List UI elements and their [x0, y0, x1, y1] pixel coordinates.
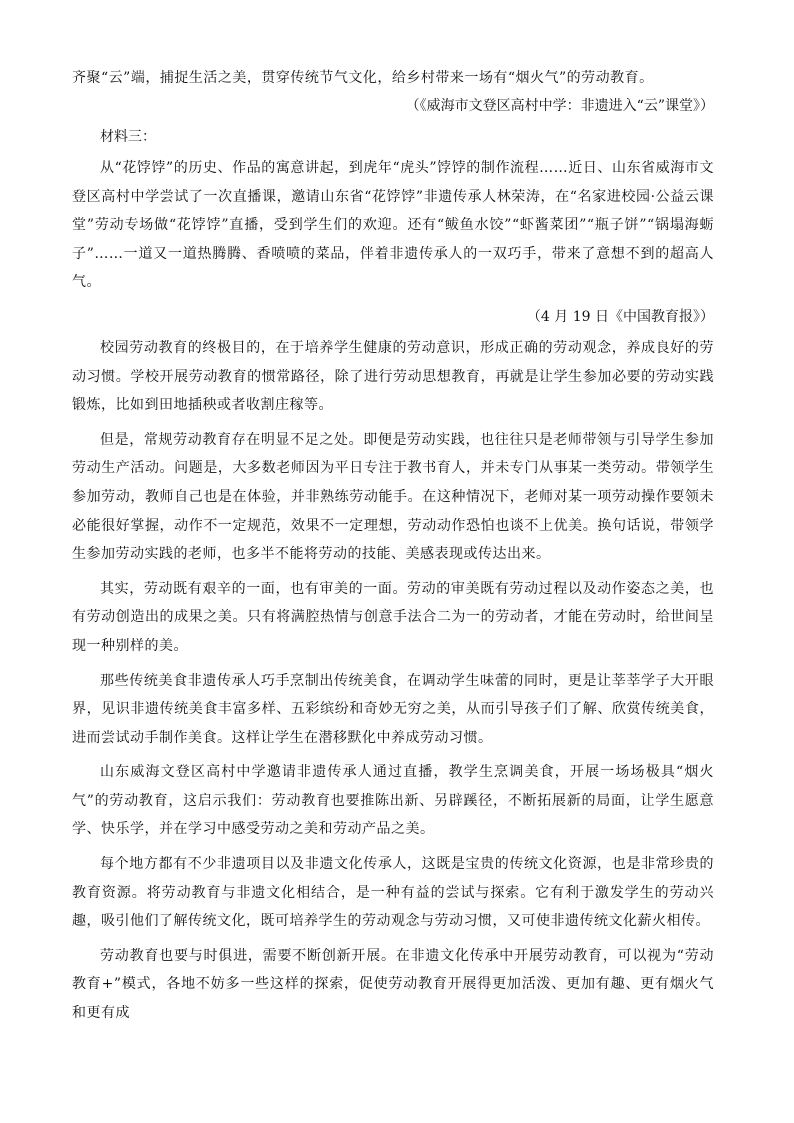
- paragraph: 劳动教育也要与时俱进，需要不断创新开展。在非遗文化传承中开展劳动教育，可以视为“劳动教育+”模式，各地不妨多一些这样的探索，促使劳动教育开展得更加活泼、更加有趣、更有烟火气和更有成: [72, 947, 714, 1022]
- paragraph: 每个地方都有不少非遗项目以及非遗文化传承人，这既是宝贵的传统文化资源，也是非常珍贵的教育资源。将劳动教育与非遗文化相结合，是一种有益的尝试与探索。它有利于激发学生的劳动兴趣，吸引他们了解传统文化，既可培养学生的劳动观念与劳动习惯，又可使非遗传统文化薪火相传。: [72, 856, 714, 930]
- source-citation-1: （《威海市文登区高村中学：非遗进入“云”课堂》）: [405, 98, 714, 114]
- paragraph: 山东威海文登区高村中学邀请非遗传承人通过直播，教学生烹调美食，开展一场场极具“烟火气”的劳动教育，这启示我们：劳动教育也要推陈出新、另辟蹊径，不断拓展新的局面，让学生愿意学、快乐学，并在学习中感受劳动之美和劳动产品之美。: [72, 764, 714, 838]
- opening-line: 齐聚“云”端，捕捉生活之美，贯穿传统节气文化，给乡村带来一场有“烟火气”的劳动教育。: [72, 70, 654, 86]
- paragraph: 但是，常规劳动教育存在明显不足之处。即便是劳动实践，也往往只是老师带领与引导学生参加劳动生产活动。问题是，大多数老师因为平日专注于教书育人，并未专门从事某一类劳动。带领学生参加劳动，教师自己也是在体验，并非熟练劳动能手。在这种情况下，老师对某一项劳动操作要领未必能很好掌握，动作不一定规范，效果不一定理想，劳动动作恐怕也谈不上优美。换句话说，带领学生参加劳动实践的老师，也多半不能将劳动的技能、美感表现或传达出来。: [72, 431, 714, 563]
- paragraph: 其实，劳动既有艰辛的一面，也有审美的一面。劳动的审美既有劳动过程以及动作姿态之美，也有劳动创造出的成果之美。只有将满腔热情与创意手法合二为一的劳动者，才能在劳动时，给世间呈现一种别样的美。: [72, 580, 714, 654]
- material-3-body: 从“花饽饽”的历史、作品的寓意讲起，到虎年“虎头”饽饽的制作流程……近日、山东省威海市文登区高村中学尝试了一次直播课，邀请山东省“花饽饽”非遗传承人林荣涛，在“名家进校园·公益云课堂”劳动专场做“花饽饽”直播，受到学生们的欢迎。还有“鲅鱼水饺”“虾酱菜团”“瓶子饼”“锅塌海蛎子”……一道又一道热腾腾、香喷喷的菜品，伴着非遗传承人的一双巧手，带来了意想不到的超高人气。: [72, 160, 714, 291]
- paragraph: 那些传统美食非遗传承人巧手烹制出传统美食，在调动学生味蕾的同时，更是让莘莘学子大开眼界，见识非遗传统美食丰富多样、五彩缤纷和奇妙无穷之美，从而引导孩子们了解、欣赏传统美食，进而尝试动手制作美食。这样让学生在潜移默化中养成劳动习惯。: [72, 672, 714, 746]
- material-3-heading: 材料三：: [100, 129, 156, 145]
- source-citation-2: （4 月 19 日《中国教育报》）: [526, 308, 714, 325]
- paragraph: 校园劳动教育的终极目的，在于培养学生健康的劳动意识，形成正确的劳动观念，养成良好的劳动习惯。学校开展劳动教育的惯常路径，除了进行劳动思想教育，再就是让学生参加必要的劳动实践锻炼，比如到田地插秧或者收割庄稼等。: [72, 339, 714, 414]
